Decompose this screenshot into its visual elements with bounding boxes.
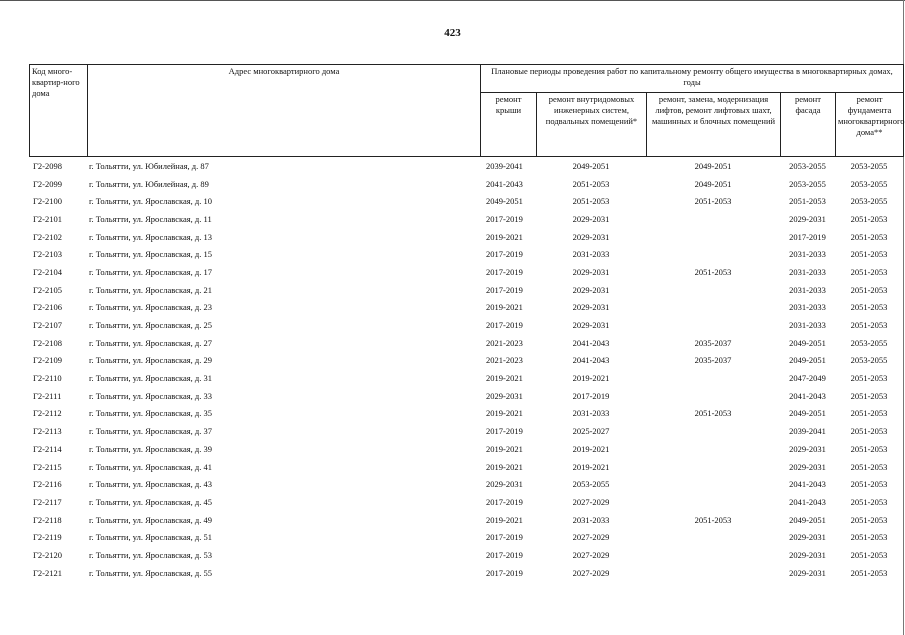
cell-code: Г2-2121 — [33, 567, 62, 578]
cell-lifts — [646, 440, 780, 458]
cell-code: Г2-2114 — [33, 443, 62, 454]
cell-roof: 2029-2031 — [486, 479, 523, 490]
table-row — [29, 299, 903, 317]
cell-lifts: 2035-2037 — [694, 337, 732, 348]
cell-lifts — [646, 493, 780, 511]
cell-code: Г2-2098 — [33, 160, 62, 171]
cell-facade: 2029-2031 — [789, 567, 826, 578]
header-address: Адрес многоквартирного дома — [88, 65, 481, 157]
cell-systems: 2019-2021 — [572, 443, 610, 454]
header-periods: Плановые периоды проведения работ по капитальному ремонту общего имущества в многоквартирных домах, годы — [481, 65, 904, 93]
cell-systems: 2029-2031 — [572, 266, 610, 277]
cell-address: г. Тольятти, ул. Юбилейная, д. 89 — [89, 178, 209, 189]
cell-lifts: 2035-2037 — [694, 355, 732, 366]
cell-roof: 2017-2019 — [486, 549, 523, 560]
table-header — [29, 64, 904, 157]
cell-lifts: 2051-2053 — [694, 196, 732, 207]
table-row — [29, 192, 903, 210]
cell-lifts: 2051-2053 — [694, 408, 732, 419]
cell-systems: 2029-2031 — [572, 213, 610, 224]
cell-foundation: 2051-2053 — [850, 567, 888, 578]
cell-code: Г2-2103 — [33, 249, 62, 260]
cell-roof: 2019-2021 — [486, 408, 523, 419]
table-row — [29, 387, 903, 405]
cell-code: Г2-2109 — [33, 355, 62, 366]
table-row — [29, 245, 903, 263]
cell-systems: 2029-2031 — [572, 320, 610, 331]
cell-address: г. Тольятти, ул. Ярославская, д. 15 — [89, 249, 213, 260]
cell-facade: 2017-2019 — [789, 231, 826, 242]
cell-address: г. Тольятти, ул. Ярославская, д. 11 — [89, 213, 212, 224]
table-row — [29, 175, 903, 193]
cell-systems: 2027-2029 — [572, 567, 610, 578]
cell-foundation: 2053-2055 — [850, 178, 888, 189]
cell-code: Г2-2100 — [33, 196, 62, 207]
cell-roof: 2017-2019 — [486, 496, 523, 507]
table-row — [29, 546, 903, 564]
cell-facade: 2051-2053 — [789, 196, 826, 207]
cell-systems: 2031-2033 — [572, 249, 610, 260]
cell-lifts — [646, 228, 780, 246]
cell-code: Г2-2115 — [33, 461, 62, 472]
cell-facade: 2029-2031 — [789, 532, 826, 543]
cell-address: г. Тольятти, ул. Ярославская, д. 51 — [89, 532, 213, 543]
cell-lifts — [646, 458, 780, 476]
cell-lifts: 2049-2051 — [694, 160, 732, 171]
page-top-border — [0, 0, 905, 1]
cell-address: г. Тольятти, ул. Ярославская, д. 31 — [89, 373, 213, 384]
cell-roof: 2041-2043 — [486, 178, 523, 189]
cell-roof: 2049-2051 — [486, 196, 523, 207]
cell-code: Г2-2102 — [33, 231, 62, 242]
cell-lifts — [646, 422, 780, 440]
table-body — [29, 157, 903, 582]
cell-foundation: 2051-2053 — [850, 479, 888, 490]
cell-facade: 2029-2031 — [789, 549, 826, 560]
cell-roof: 2017-2019 — [486, 284, 523, 295]
cell-foundation: 2051-2053 — [850, 213, 888, 224]
cell-systems: 2027-2029 — [572, 549, 610, 560]
cell-facade: 2031-2033 — [789, 266, 826, 277]
cell-lifts — [646, 369, 780, 387]
cell-address: г. Тольятти, ул. Ярославская, д. 55 — [89, 567, 213, 578]
table-row — [29, 369, 903, 387]
cell-foundation: 2051-2053 — [850, 231, 888, 242]
header-facade: ремонт фасада — [781, 93, 836, 157]
cell-systems: 2029-2031 — [572, 284, 610, 295]
cell-systems: 2019-2021 — [572, 461, 610, 472]
cell-roof: 2019-2021 — [486, 373, 523, 384]
cell-address: г. Тольятти, ул. Ярославская, д. 23 — [89, 302, 213, 313]
table-row — [29, 210, 903, 228]
cell-foundation: 2051-2053 — [850, 426, 888, 437]
cell-code: Г2-2107 — [33, 320, 62, 331]
cell-roof: 2017-2019 — [486, 426, 523, 437]
cell-roof: 2017-2019 — [486, 567, 523, 578]
cell-roof: 2029-2031 — [486, 390, 523, 401]
table-row — [29, 475, 903, 493]
cell-facade: 2049-2051 — [789, 514, 826, 525]
data-table — [29, 157, 903, 582]
cell-address: г. Тольятти, ул. Ярославская, д. 21 — [89, 284, 213, 295]
cell-code: Г2-2101 — [33, 213, 62, 224]
cell-code: Г2-2120 — [33, 549, 62, 560]
cell-systems: 2029-2031 — [572, 302, 610, 313]
cell-roof: 2019-2021 — [486, 302, 523, 313]
cell-lifts — [646, 564, 780, 582]
cell-code: Г2-2108 — [33, 337, 62, 348]
table-row — [29, 334, 903, 352]
table-row — [29, 528, 903, 546]
table-row — [29, 316, 903, 334]
cell-facade: 2049-2051 — [789, 337, 826, 348]
cell-systems: 2049-2051 — [572, 160, 610, 171]
cell-systems: 2031-2033 — [572, 408, 610, 419]
cell-code: Г2-2111 — [33, 390, 62, 401]
cell-facade: 2041-2043 — [789, 496, 826, 507]
cell-address: г. Тольятти, ул. Юбилейная, д. 87 — [89, 160, 209, 171]
cell-code: Г2-2116 — [33, 479, 62, 490]
header-foundation: ремонт фундамента многоквартирного дома** — [836, 93, 904, 157]
cell-foundation: 2051-2053 — [850, 443, 888, 454]
header-roof: ремонт крыши — [481, 93, 537, 157]
cell-address: г. Тольятти, ул. Ярославская, д. 29 — [89, 355, 213, 366]
cell-address: г. Тольятти, ул. Ярославская, д. 13 — [89, 231, 213, 242]
cell-roof: 2019-2021 — [486, 514, 523, 525]
cell-foundation: 2053-2055 — [850, 196, 888, 207]
cell-systems: 2053-2055 — [572, 479, 610, 490]
cell-roof: 2021-2023 — [486, 337, 523, 348]
cell-facade: 2029-2031 — [789, 461, 826, 472]
cell-foundation: 2051-2053 — [850, 390, 888, 401]
cell-lifts — [646, 245, 780, 263]
cell-code: Г2-2118 — [33, 514, 62, 525]
cell-address: г. Тольятти, ул. Ярославская, д. 43 — [89, 479, 213, 490]
cell-systems: 2025-2027 — [572, 426, 610, 437]
table-row — [29, 228, 903, 246]
cell-foundation: 2051-2053 — [850, 373, 888, 384]
cell-facade: 2031-2033 — [789, 249, 826, 260]
cell-roof: 2039-2041 — [486, 160, 523, 171]
cell-address: г. Тольятти, ул. Ярославская, д. 27 — [89, 337, 213, 348]
cell-lifts — [646, 210, 780, 228]
cell-address: г. Тольятти, ул. Ярославская, д. 25 — [89, 320, 213, 331]
cell-systems: 2041-2043 — [572, 337, 610, 348]
cell-systems: 2051-2053 — [572, 196, 610, 207]
header-systems: ремонт внутридомовых инженерных систем, подвальных помещений* — [537, 93, 647, 157]
cell-lifts — [646, 546, 780, 564]
cell-lifts — [646, 281, 780, 299]
cell-facade: 2031-2033 — [789, 320, 826, 331]
cell-foundation: 2051-2053 — [850, 461, 888, 472]
cell-code: Г2-2104 — [33, 266, 62, 277]
cell-lifts — [646, 475, 780, 493]
cell-lifts: 2051-2053 — [694, 514, 732, 525]
cell-address: г. Тольятти, ул. Ярославская, д. 10 — [89, 196, 213, 207]
cell-facade: 2031-2033 — [789, 284, 826, 295]
cell-roof: 2019-2021 — [486, 443, 523, 454]
cell-systems: 2051-2053 — [572, 178, 610, 189]
cell-systems: 2029-2031 — [572, 231, 610, 242]
cell-code: Г2-2112 — [33, 408, 62, 419]
cell-roof: 2017-2019 — [486, 532, 523, 543]
cell-facade: 2041-2043 — [789, 479, 826, 490]
cell-lifts — [646, 528, 780, 546]
header-code: Код много-квартир-ного дома — [30, 65, 88, 157]
cell-code: Г2-2099 — [33, 178, 62, 189]
cell-code: Г2-2117 — [33, 496, 62, 507]
cell-lifts — [646, 316, 780, 334]
cell-address: г. Тольятти, ул. Ярославская, д. 41 — [89, 461, 213, 472]
cell-facade: 2049-2051 — [789, 355, 826, 366]
cell-foundation: 2051-2053 — [850, 514, 888, 525]
table-row — [29, 458, 903, 476]
cell-roof: 2017-2019 — [486, 249, 523, 260]
header-lifts: ремонт, замена, модернизация лифтов, ремонт лифтовых шахт, машинных и блочных помещений — [647, 93, 781, 157]
cell-roof: 2017-2019 — [486, 266, 523, 277]
cell-code: Г2-2105 — [33, 284, 62, 295]
table-row — [29, 511, 903, 529]
cell-foundation: 2051-2053 — [850, 549, 888, 560]
cell-foundation: 2051-2053 — [850, 496, 888, 507]
cell-systems: 2027-2029 — [572, 496, 610, 507]
cell-address: г. Тольятти, ул. Ярославская, д. 39 — [89, 443, 213, 454]
cell-foundation: 2053-2055 — [850, 337, 888, 348]
cell-foundation: 2053-2055 — [850, 355, 888, 366]
cell-facade: 2041-2043 — [789, 390, 826, 401]
table-row — [29, 564, 903, 582]
cell-systems: 2041-2043 — [572, 355, 610, 366]
cell-address: г. Тольятти, ул. Ярославская, д. 35 — [89, 408, 213, 419]
cell-code: Г2-2110 — [33, 373, 62, 384]
cell-systems: 2019-2021 — [572, 373, 610, 384]
cell-address: г. Тольятти, ул. Ярославская, д. 33 — [89, 390, 213, 401]
cell-systems: 2031-2033 — [572, 514, 610, 525]
table-row — [29, 493, 903, 511]
cell-address: г. Тольятти, ул. Ярославская, д. 53 — [89, 549, 213, 560]
cell-code: Г2-2106 — [33, 302, 62, 313]
cell-lifts — [646, 387, 780, 405]
cell-roof: 2021-2023 — [486, 355, 523, 366]
cell-roof: 2017-2019 — [486, 213, 523, 224]
cell-address: г. Тольятти, ул. Ярославская, д. 45 — [89, 496, 213, 507]
cell-code: Г2-2113 — [33, 426, 62, 437]
cell-roof: 2017-2019 — [486, 320, 523, 331]
cell-facade: 2049-2051 — [789, 408, 826, 419]
table-row — [29, 263, 903, 281]
cell-foundation: 2051-2053 — [850, 302, 888, 313]
cell-foundation: 2051-2053 — [850, 532, 888, 543]
table-row — [29, 157, 903, 175]
cell-foundation: 2051-2053 — [850, 284, 888, 295]
cell-address: г. Тольятти, ул. Ярославская, д. 49 — [89, 514, 213, 525]
cell-foundation: 2053-2055 — [850, 160, 888, 171]
cell-foundation: 2051-2053 — [850, 408, 888, 419]
cell-facade: 2053-2055 — [789, 178, 826, 189]
cell-facade: 2047-2049 — [789, 373, 826, 384]
cell-foundation: 2051-2053 — [850, 320, 888, 331]
cell-foundation: 2051-2053 — [850, 249, 888, 260]
cell-systems: 2027-2029 — [572, 532, 610, 543]
cell-facade: 2039-2041 — [789, 426, 826, 437]
cell-lifts — [646, 299, 780, 317]
cell-lifts: 2051-2053 — [694, 266, 732, 277]
table-row — [29, 281, 903, 299]
cell-foundation: 2051-2053 — [850, 266, 888, 277]
cell-facade: 2053-2055 — [789, 160, 826, 171]
table-row — [29, 440, 903, 458]
cell-facade: 2031-2033 — [789, 302, 826, 313]
page-number: 423 — [444, 27, 461, 39]
cell-code: Г2-2119 — [33, 532, 62, 543]
table-row — [29, 405, 903, 423]
table-row — [29, 352, 903, 370]
cell-facade: 2029-2031 — [789, 443, 826, 454]
cell-facade: 2029-2031 — [789, 213, 826, 224]
cell-address: г. Тольятти, ул. Ярославская, д. 37 — [89, 426, 213, 437]
table-row — [29, 422, 903, 440]
cell-systems: 2017-2019 — [572, 390, 610, 401]
cell-lifts: 2049-2051 — [694, 178, 732, 189]
cell-roof: 2019-2021 — [486, 231, 523, 242]
cell-address: г. Тольятти, ул. Ярославская, д. 17 — [89, 266, 213, 277]
cell-roof: 2019-2021 — [486, 461, 523, 472]
